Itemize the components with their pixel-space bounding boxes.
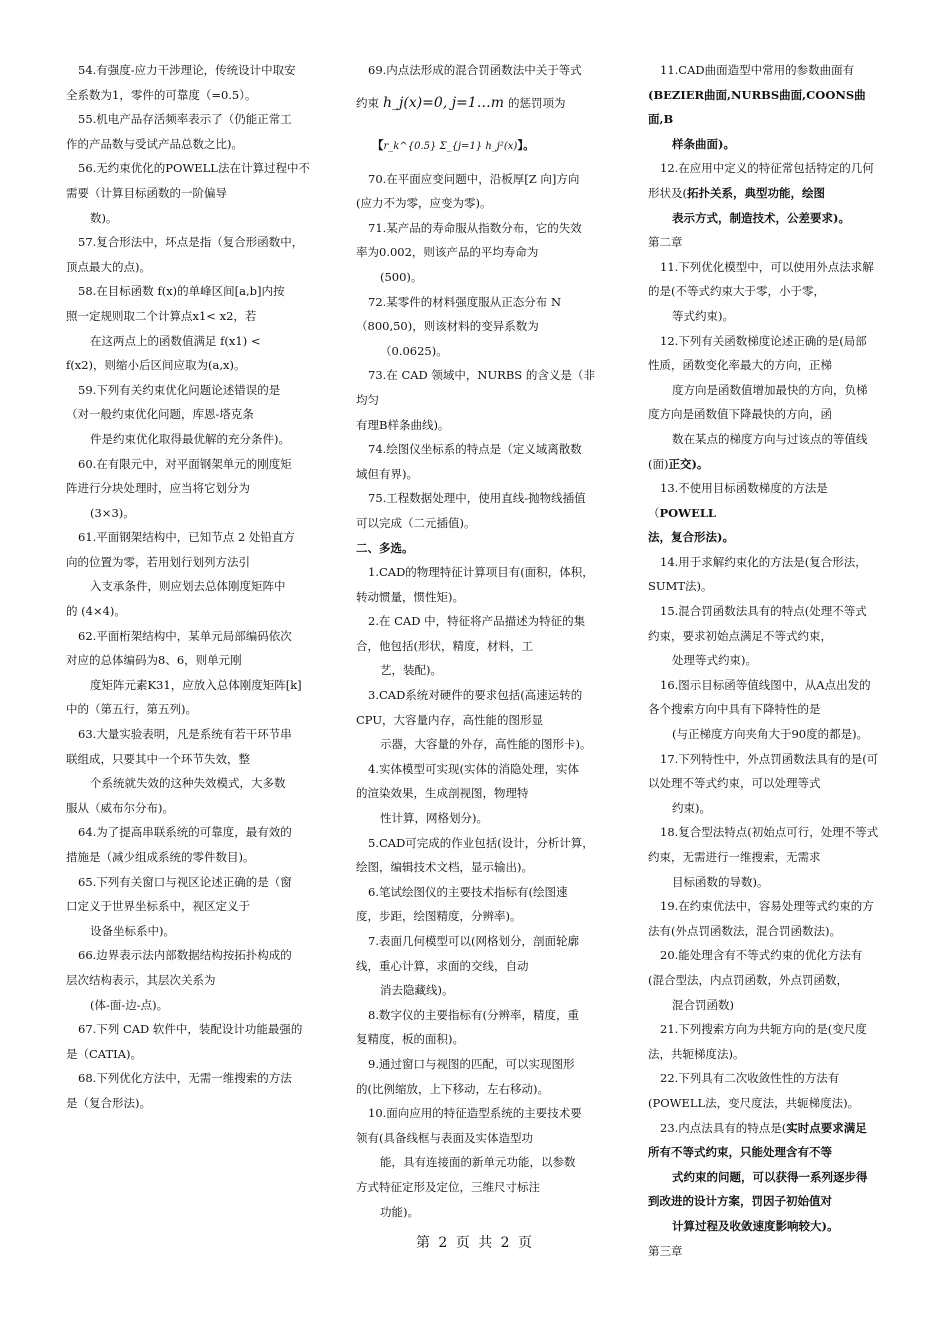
question-item — [66, 525, 314, 623]
question-line: 域但有界)。 — [356, 466, 418, 481]
question-line: 联组成，只要其中一个环节失效，整 — [66, 751, 250, 766]
question-item — [66, 1066, 314, 1115]
question-item — [648, 1116, 888, 1239]
question-item — [66, 452, 314, 526]
question-item — [648, 747, 888, 821]
question-line: (应力不为零，应变为零)。 — [356, 196, 492, 211]
question-line — [66, 624, 314, 649]
bracket-open: 【 — [372, 137, 384, 152]
question-text: 18.复合型法特点(初始点可行，处理不等式 — [660, 825, 879, 840]
question-line: 对应的总体编码为8、6，则单元刚 — [66, 653, 242, 668]
question-line — [356, 831, 600, 856]
question-text: 61.平面钢架结构中，已知节点 2 处铅直方 — [78, 530, 295, 545]
question-line — [648, 58, 888, 83]
question-item — [66, 230, 314, 279]
question-line — [356, 437, 600, 462]
question-line: 功能)。 — [380, 1204, 419, 1219]
question-line: 需要（计算目标函数的一阶偏导 — [66, 185, 227, 200]
question-line: 个系统就失效的这种失效模式，大多数 — [90, 776, 286, 791]
question-text: 1.CAD的物理特征计算项目有(面积，体积， — [368, 565, 594, 580]
question-line: 法有(外点罚函数法，混合罚函数法)。 — [648, 923, 841, 938]
question-item — [356, 1003, 600, 1052]
question-line: 件是约束优化取得最优解的充分条件)。 — [90, 431, 290, 446]
question-line — [648, 599, 888, 624]
question-text: 6.笔试绘图仪的主要技术指标有(绘图速 — [368, 884, 568, 899]
question-item — [648, 550, 888, 599]
question-text: 62.平面桁架结构中，某单元局部编码依次 — [78, 628, 292, 643]
question-line: 性计算，网格划分)。 — [380, 811, 488, 826]
question-line: (与正梯度方向夹角大于90度的都是)。 — [672, 727, 869, 742]
question-line: 计算过程及收敛速度影响较大)。 — [672, 1218, 839, 1233]
question-item — [356, 560, 600, 609]
question-line: （800,50)，则该材料的变异系数为 — [356, 319, 539, 334]
question-text: 11.下列优化模型中，可以使用外点法求解 — [660, 259, 874, 274]
question-line: 入支承条件，则应划去总体刚度矩阵中 — [90, 579, 286, 594]
question-item — [66, 820, 314, 869]
question-item — [648, 673, 888, 747]
question-line — [648, 181, 888, 206]
question-line: 示器，大容量的外存，高性能的图形卡)。 — [380, 737, 592, 752]
question-line: 度矩阵元素K31，应放入总体刚度矩阵[k] — [90, 677, 302, 692]
question-text: 68.下列优化方法中，无需一维搜索的方法 — [78, 1071, 292, 1086]
question-line — [356, 167, 600, 192]
question-item — [648, 943, 888, 1017]
question-line: 混合罚函数) — [672, 997, 734, 1012]
question-item — [356, 929, 600, 1003]
question-text: 58.在目标函数 f(x)的单峰区间[a,b]内按 — [78, 284, 285, 299]
question-line: 能，具有连接面的新单元功能，以参数 — [380, 1155, 576, 1170]
question-line — [356, 486, 600, 511]
question-line — [648, 894, 888, 919]
question-line: (POWELL法，变尺度法，共轭梯度法)。 — [648, 1095, 860, 1110]
question-line: 以处理不等式约束，可以处理等式 — [648, 776, 821, 791]
question-item — [66, 58, 314, 107]
question-line: 数)。 — [90, 210, 118, 225]
bracket-close: 】。 — [517, 137, 535, 152]
question-line — [66, 943, 314, 968]
question-line: 复精度，板的面积)。 — [356, 1032, 464, 1047]
question-text: 55.机电产品存活频率表示了（仍能正常工 — [78, 112, 292, 127]
question-line — [66, 1066, 314, 1091]
question-line — [356, 363, 600, 412]
question-item — [648, 1017, 888, 1066]
question-line — [66, 452, 314, 477]
question-line — [648, 156, 888, 181]
question-line: 的渲染效果，生成剖视图，物理特 — [356, 786, 529, 801]
question-text: 12.在应用中定义的特征常包括特定的几何 — [660, 161, 874, 176]
chapter-heading: 第二章 — [648, 235, 683, 250]
question-text: 56.无约束优化的POWELL法在计算过程中不 — [78, 161, 310, 176]
question-line: 消去隐藏线)。 — [380, 983, 454, 998]
question-line — [648, 820, 888, 845]
question-item — [66, 378, 314, 452]
question-line: 中的（第五行，第五列)。 — [66, 702, 197, 717]
question-line: 领有(具备线框与表面及实体造型功 — [356, 1130, 533, 1145]
question-line: 度方向是函数值增加最快的方向，负梯 — [672, 382, 868, 397]
question-text: 73.在 CAD 领域中，NURBS 的含义是（非均匀 — [356, 368, 595, 407]
question-text: 形状及( — [648, 185, 687, 200]
question-text-bold: POWELL — [659, 505, 717, 520]
question-item — [648, 58, 888, 156]
question-item — [356, 216, 600, 290]
page-footer: 第 2 页 共 2 页 — [415, 1235, 535, 1251]
question-line: 法，复合形法)。 — [648, 530, 734, 545]
question-text-bold: 正交)。 — [668, 456, 709, 471]
question-text: 9.通过窗口与视图的匹配，可以实现图形 — [368, 1056, 575, 1071]
question-line — [648, 1017, 888, 1042]
question-item — [648, 329, 888, 477]
question-line — [356, 757, 600, 782]
question-line: 约束，要求初始点满足不等式约束， — [648, 628, 832, 643]
question-text: 66.边界表示法内部数据结构按拓扑构成的 — [78, 948, 292, 963]
question-line — [648, 747, 888, 772]
question-line — [66, 279, 314, 304]
question-text: 71.某产品的寿命服从指数分布，它的失效 — [368, 220, 582, 235]
question-line: 有理B样条曲线)。 — [356, 417, 450, 432]
question-text: 22.下列具有二次收敛性性的方法有 — [660, 1071, 840, 1086]
question-line: CPU，大容量内存，高性能的图形显 — [356, 712, 544, 727]
question-line — [66, 107, 314, 132]
question-line: 样条曲面)。 — [672, 136, 735, 151]
question-item — [356, 831, 600, 880]
question-text: 3.CAD系统对硬件的要求包括(高速运转的 — [368, 688, 583, 703]
question-text: (面) — [648, 456, 669, 471]
question-line — [356, 83, 600, 123]
question-text: 67.下列 CAD 软件中，装配设计功能最强的 — [78, 1022, 303, 1037]
question-text: 17.下列特性中，外点罚函数法具有的是(可 — [660, 751, 879, 766]
question-line: 层次结构表示，其层次关系为 — [66, 972, 216, 987]
question-item — [66, 156, 314, 230]
question-item — [356, 486, 600, 535]
question-line: 约束)。 — [672, 800, 711, 815]
question-line — [66, 870, 314, 895]
question-text: 70.在平面应变问题中，沿板厚[Z 向]方向 — [368, 171, 580, 186]
question-text: 7.表面几何模型可以(网格划分，剖面轮廓 — [368, 934, 579, 948]
question-line: (BEZIER曲面,NURBS曲面,COONS曲面,B — [648, 87, 866, 127]
question-text-bold: 拓扑关系，典型功能，绘图 — [687, 185, 825, 200]
question-line: 各个搜索方向中具有下降特性的是 — [648, 702, 821, 717]
question-line: 度，步距，绘图精度，分辨率)。 — [356, 909, 522, 924]
question-text: 13.不使用目标函数梯度的方法是（ — [648, 481, 828, 520]
question-text: 16.图示目标函等值线图中，从A点出发的 — [660, 677, 871, 692]
question-item — [356, 363, 600, 437]
column-right — [648, 58, 888, 1263]
question-line — [648, 255, 888, 280]
question-text: 59.下列有关约束优化问题论述错误的是 — [78, 382, 281, 397]
question-line — [648, 452, 888, 477]
question-line: 设备坐标系中)。 — [90, 923, 175, 938]
chapter-heading: 第三章 — [648, 1243, 683, 1258]
question-text: 20.能处理含有不等式约束的优化方法有 — [660, 948, 863, 963]
question-line: 转动惯量，惯性矩)。 — [356, 589, 464, 604]
question-line — [356, 1052, 600, 1077]
question-line: 照一定规则取二个计算点x1< x2，若 — [66, 308, 257, 323]
penalty-term — [356, 123, 600, 167]
question-text: 14.用于求解约束化的方法是(复合形法， — [660, 554, 867, 569]
question-line — [66, 156, 314, 181]
question-text: 5.CAD可完成的作业包括(设计，分析计算， — [368, 835, 594, 850]
question-line — [356, 560, 600, 585]
question-line — [66, 820, 314, 845]
question-text: 21.下列搜索方向为共轭方向的是(变尺度 — [660, 1022, 867, 1037]
question-item — [648, 156, 888, 230]
question-line — [648, 329, 888, 354]
question-item — [648, 255, 888, 329]
question-line: (混合型法，内点罚函数，外点罚函数， — [648, 972, 848, 987]
question-line — [356, 683, 600, 708]
question-line — [356, 1101, 600, 1126]
question-item — [66, 279, 314, 377]
question-item — [66, 870, 314, 944]
question-text: 15.混合罚函数法具有的特点(处理不等式 — [660, 604, 867, 619]
question-line: 的 (4×4)。 — [66, 604, 126, 619]
question-line: 69.内点法形成的混合罚函数法中关于等式 — [368, 63, 582, 77]
question-line: 服从（威布尔分布)。 — [66, 800, 174, 815]
question-line: （0.0625)。 — [380, 343, 448, 358]
question-line — [66, 230, 314, 255]
question-line — [356, 929, 600, 954]
question-text: 19.在约束优法中，容易处理等式约束的方 — [660, 899, 874, 914]
question-text: 的惩罚项为 — [507, 95, 566, 110]
question-line: 阵进行分块处理时，应当将它划分为 — [66, 481, 250, 496]
question-item — [356, 290, 600, 364]
question-text: 10.面向应用的特征造型系统的主要技术要 — [368, 1106, 582, 1121]
question-text: 63.大量实验表明，凡是系统有若干环节串 — [78, 727, 292, 742]
question-item — [356, 167, 600, 216]
question-text: 75.工程数据处理中，使用直线-抛物线插值 — [368, 491, 586, 506]
question-line — [66, 1017, 314, 1042]
question-line: 式约束的问题，可以获得一系列逐步得 — [672, 1169, 868, 1184]
question-line: 方式特征定形及定位，三维尺寸标注 — [356, 1179, 540, 1194]
question-line: 是（CATIA)。 — [66, 1046, 142, 1061]
question-item — [66, 107, 314, 156]
question-line: 率为0.002，则该产品的平均寿命为 — [356, 245, 539, 260]
question-line: 可以完成（二元插值)。 — [356, 515, 476, 530]
penalty-formula: r_k^{0.5} Σ_{j=1} h_j²(x) — [383, 140, 518, 152]
question-item — [356, 757, 600, 831]
question-line: 的是(不等式约束大于零，小于零， — [648, 284, 825, 299]
question-line: 所有不等式约束，只能处理含有不等 — [648, 1145, 832, 1160]
question-line — [66, 58, 314, 83]
question-item — [356, 683, 600, 757]
question-item — [66, 943, 314, 1017]
question-line: 处理等式约束)。 — [672, 653, 757, 668]
question-item — [66, 1017, 314, 1066]
question-item — [356, 880, 600, 929]
question-line: SUMT法)。 — [648, 579, 713, 594]
question-line: 作的产品数与受试产品总数之比)。 — [66, 136, 243, 151]
question-line — [66, 378, 314, 403]
question-text: 54.有强度-应力干涉理论，传统设计中取安 — [78, 63, 296, 77]
question-line: 在这两点上的函数值满足 f(x1) < — [90, 333, 261, 348]
question-line — [648, 550, 888, 575]
question-line — [648, 943, 888, 968]
question-line: 绘图，编辑技术文档，显示输出)。 — [356, 860, 533, 875]
question-line — [66, 525, 314, 550]
question-line — [356, 609, 600, 634]
question-line: (3×3)。 — [90, 505, 135, 520]
question-line: 表示方式，制造技术，公差要求)。 — [672, 210, 850, 225]
question-text: 64.为了提高串联系统的可靠度，最有效的 — [78, 825, 292, 840]
question-text: 11.CAD曲面造型中常用的参数曲面有 — [660, 63, 855, 77]
question-line: 法，共轭梯度法)。 — [648, 1046, 745, 1061]
question-line — [66, 722, 314, 747]
question-text: 60.在有限元中，对平面钢架单元的刚度矩 — [78, 456, 292, 471]
question-line: 度方向是函数值下降最快的方向，函 — [648, 407, 832, 422]
question-line: 性质，函数变化率最大的方向，正梯 — [648, 358, 832, 373]
question-item — [648, 599, 888, 673]
question-text: 8.数字仪的主要指标有(分辨率，精度，重 — [368, 1007, 579, 1022]
question-line: 约束，无需进行一维搜索，无需求 — [648, 850, 821, 864]
question-item — [648, 820, 888, 894]
question-item — [356, 1101, 600, 1224]
question-line: 向的位置为零，若用划行划列方法引 — [66, 554, 250, 569]
question-line: 艺，装配)。 — [380, 663, 442, 678]
question-line: (体-面-边-点)。 — [90, 997, 169, 1012]
question-text: 72.某零件的材料强度服从正态分布 N — [368, 294, 562, 309]
question-line: 全系数为1，零件的可靠度（=0.5）。 — [66, 87, 257, 102]
question-item — [66, 624, 314, 722]
question-item — [66, 722, 314, 820]
equality-constraint-formula: h_j(x)=0, j=1…m — [383, 94, 504, 111]
question-item — [648, 894, 888, 943]
question-line — [648, 1116, 888, 1141]
question-text: 约束 — [356, 95, 379, 110]
question-text: 65.下列有关窗口与视区论述正确的是（窗 — [78, 874, 292, 889]
question-line: (500)。 — [380, 269, 423, 284]
section-heading: 二、多选。 — [356, 540, 414, 555]
question-line: 是（复合形法)。 — [66, 1095, 151, 1110]
question-line: （对一般约束优化问题，库恩-塔克条 — [66, 407, 254, 422]
question-text: 4.实体模型可实现(实体的消隐处理，实体 — [368, 761, 579, 776]
question-text: 57.复合形法中，坏点是指（复合形函数中， — [78, 235, 304, 250]
question-line: 的(比例缩放，上下移动，左右移动)。 — [356, 1081, 549, 1096]
question-line — [356, 216, 600, 241]
question-line: 数在某点的梯度方向与过该点的等值线 — [672, 431, 868, 446]
question-item — [356, 437, 600, 486]
question-line: 目标函数的导数)。 — [672, 874, 769, 889]
question-text: 2.在 CAD 中，特征将产品描述为特征的集 — [368, 614, 586, 629]
column-middle — [356, 58, 600, 1224]
column-left — [66, 58, 314, 1116]
question-item — [356, 1052, 600, 1101]
question-line: f(x2)，则缩小后区间应取为(a,x)。 — [66, 358, 246, 373]
question-item — [648, 476, 888, 550]
question-line — [648, 673, 888, 698]
question-line: 合，他包括(形状，精度，材料，工 — [356, 638, 533, 653]
question-line: 口定义于世界坐标系中，视区定义于 — [66, 899, 250, 914]
question-line: 到改进的设计方案，罚因子初始值对 — [648, 1194, 832, 1209]
question-text: 12.下列有关函数梯度论述正确的是(局部 — [660, 333, 867, 348]
question-line: 线，重心计算，求面的交线，自动 — [356, 958, 529, 973]
question-item — [648, 1066, 888, 1115]
question-text-bold: 实时点要求满足 — [786, 1120, 867, 1135]
question-line — [648, 1066, 888, 1091]
question-line: 措施是（减少组成系统的零件数目)。 — [66, 850, 255, 864]
question-item — [356, 609, 600, 683]
question-text: 23.内点法具有的特点是( — [660, 1120, 787, 1135]
question-line — [356, 1003, 600, 1028]
question-line — [648, 476, 888, 525]
question-line: 等式约束)。 — [672, 308, 734, 323]
question-line: 顶点最大的点)。 — [66, 259, 151, 274]
question-line — [356, 880, 600, 905]
question-text: 74.绘图仪坐标系的特点是（定义域离散数 — [368, 442, 582, 457]
question-line — [356, 290, 600, 315]
